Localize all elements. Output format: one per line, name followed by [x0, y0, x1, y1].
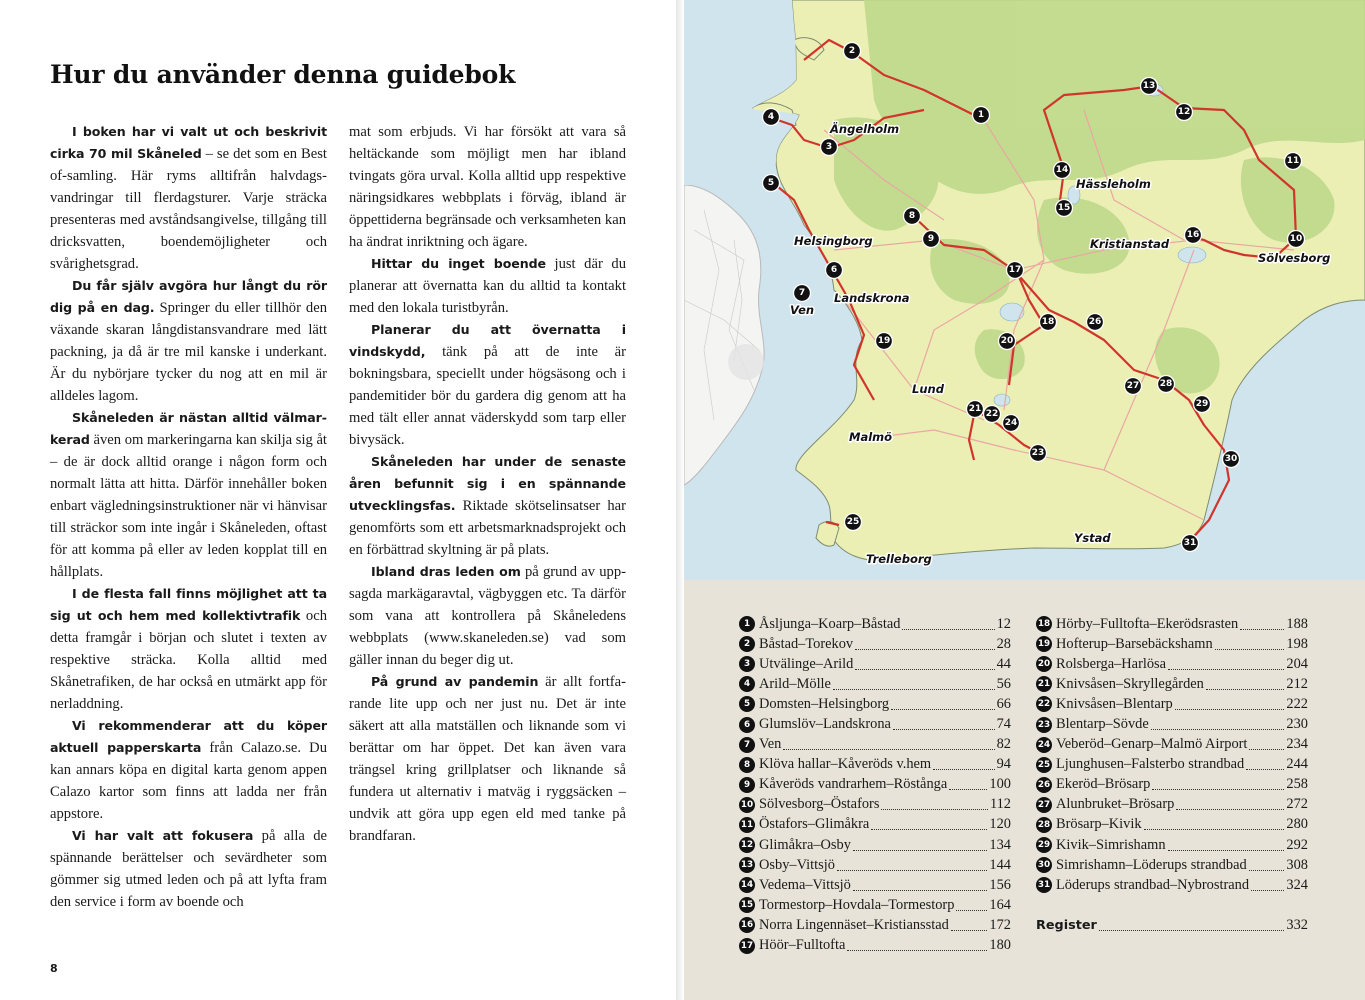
route-title: Arild–Mölle: [759, 675, 831, 692]
marker-9: [923, 231, 940, 248]
leader-dots: [891, 699, 995, 710]
leader-dots: [1168, 659, 1284, 670]
paragraph-text: tänk på att de inte är bokningsbara, speciellt under högsäsong och i pandemitider bör du gardera dig genom att ha med tält eller annat väderskydd som tarp eller bivysäck.: [349, 344, 626, 448]
body-paragraph: [349, 561, 626, 671]
route-page-number: 324: [1286, 876, 1308, 893]
svg-text:13: 13: [1142, 81, 1156, 91]
leader-dots: [1249, 860, 1285, 871]
route-page-number: 120: [989, 816, 1011, 833]
marker-23: [1030, 445, 1047, 462]
paragraph-lead: På grund av pandemin: [371, 674, 539, 689]
svg-text:10: 10: [1289, 234, 1303, 244]
body-paragraph: [349, 451, 626, 561]
svg-text:18: 18: [1041, 317, 1055, 327]
route-index-row: [1036, 674, 1308, 694]
leader-dots: [853, 840, 987, 851]
svg-text:17: 17: [1008, 265, 1022, 275]
marker-16: [1185, 227, 1202, 244]
paragraph-lead: Skåneleden är nästan alltid välmarkerad: [50, 410, 327, 447]
map-panel: [684, 0, 1365, 580]
route-title: Veberöd–Genarp–Malmö Airport: [1056, 736, 1248, 753]
marker-4: [763, 109, 780, 126]
route-index-row: [1036, 735, 1308, 755]
route-page-number: 280: [1286, 816, 1308, 833]
svg-text:5: 5: [767, 178, 775, 188]
marker-11: [1285, 153, 1302, 170]
route-title: Löderups strandbad–Nybrostrand: [1056, 876, 1250, 893]
svg-text:1: 1: [977, 110, 985, 120]
route-index-row: [1036, 755, 1308, 775]
marker-8: [904, 208, 921, 225]
route-title: Kivik–Simrishamn: [1056, 836, 1166, 853]
label-trelleborg: Trelleborg: [866, 552, 932, 566]
svg-text:8: 8: [908, 211, 916, 221]
route-index-row: [739, 694, 1011, 714]
route-number-badge: 30: [1036, 857, 1052, 873]
svg-text:28: 28: [1159, 379, 1173, 389]
route-number-badge: 28: [1036, 817, 1052, 833]
route-title: Östafors–Glimåkra: [759, 816, 870, 833]
paragraph-text: är allt fortfarande lite upp och ner just nu. Det är inte säkert att alla matställen och liknande som vi berättar om har öppet. Det kan även vara trängsel kring grillplatser och liknande så fundera ut alternativ i matväg i ryggsäcken – undvik att göra upp egen eld med tanke på brandfaran.: [349, 674, 626, 844]
body-paragraph: [50, 407, 327, 583]
label-angelholm: Ängelholm: [830, 122, 900, 136]
label-ystad: Ystad: [1074, 531, 1111, 545]
marker-12: [1176, 104, 1193, 121]
label-ven: Ven: [790, 303, 815, 317]
leader-dots: [1246, 759, 1284, 770]
route-title: Hofterup–Barsebäckshamn: [1056, 635, 1213, 652]
route-title: Glimåkra–Osby: [759, 836, 851, 853]
route-title: Ven: [759, 736, 782, 753]
marker-19: [876, 333, 893, 350]
route-page-number: 56: [996, 675, 1011, 692]
route-title: Kåveröds vandrarhem–Röstånga: [759, 776, 948, 793]
route-index-row: [739, 614, 1011, 634]
marker-29: [1194, 396, 1211, 413]
route-index: [684, 580, 1365, 1000]
marker-1: [973, 107, 990, 124]
label-landskrona: Landskrona: [834, 291, 910, 305]
route-number-badge: 13: [739, 857, 755, 873]
svg-text:11: 11: [1286, 156, 1300, 166]
marker-13: [1141, 78, 1158, 95]
route-title: Norra Lingennäset–Kristiansstad: [759, 916, 949, 933]
paragraph-text: på alla de spännande berättelser och sevärdheter som gömmer sig utmed leden och på att lyfta fram den service i form av boende och: [50, 828, 327, 910]
route-title: Tormestorp–Hovdala–Tormestorp: [759, 896, 955, 913]
leader-dots: [855, 659, 994, 670]
route-title: Simrishamn–Löderups strandbad: [1056, 856, 1247, 873]
paragraph-text: – se det som en Best of-samling. Här ryms alltifrån halvdagsvandringar till flerdagsturer. Varje sträcka presenteras med avståndsangivelse, tillgång till dricksvatten, boendemöjligheter och svårighetsgrad.: [50, 146, 327, 272]
route-page-number: 134: [989, 836, 1011, 853]
svg-text:15: 15: [1057, 203, 1071, 213]
marker-6: [826, 262, 843, 279]
route-page-number: 82: [996, 736, 1011, 753]
svg-text:6: 6: [830, 265, 838, 275]
label-hassleholm: Hässleholm: [1076, 177, 1151, 191]
route-number-badge: 8: [739, 757, 755, 773]
marker-22: [984, 406, 1001, 423]
svg-text:23: 23: [1031, 448, 1045, 458]
route-number-badge: 27: [1036, 797, 1052, 813]
route-index-row: [1036, 614, 1308, 634]
leader-dots: [1168, 840, 1285, 851]
route-title: Hörby–Fulltofta–Ekerödsrasten: [1056, 615, 1239, 632]
paragraph-lead: Vi har valt att fokusera: [72, 828, 254, 843]
paragraph-text: och detta framgår i början och slutet i texten av respektive sträcka. Kolla alltid med Skånetrafiken, de har också en utmärkt app för nerladdning.: [50, 608, 327, 712]
route-number-badge: 11: [739, 817, 755, 833]
route-index-row: [1036, 815, 1308, 835]
route-index-column-2: [1036, 614, 1308, 935]
route-number-badge: 21: [1036, 676, 1052, 692]
route-index-row: [1036, 855, 1308, 875]
leader-dots: [902, 619, 994, 630]
paragraph-lead: Skåneleden har under de senaste åren befunnit sig i en spännande utvecklingsfas.: [349, 454, 626, 513]
leader-dots: [951, 920, 988, 931]
route-number-badge: 20: [1036, 656, 1052, 672]
route-number-badge: 17: [739, 938, 755, 954]
paragraph-text: just där du planerar att övernatta kan du alltid ta kontakt med den lokala turistbyrån.: [349, 256, 626, 316]
route-title: Åsljunga–Koarp–Båstad: [759, 615, 901, 632]
paragraph-text: även om markeringarna kan skilja sig åt – de är dock alltid orange i någon form och normalt lätta att hitta. Därför innehåller boken enbart vägledningsinstruktioner när vi hänvisar till sträckor som inte ingår i Skåneleden, oftast för att komma på eller av leden kopplat till en hållplats.: [50, 432, 327, 580]
route-index-row: [1036, 875, 1308, 895]
label-kristianstad: Kristianstad: [1090, 237, 1170, 251]
route-number-badge: 18: [1036, 616, 1052, 632]
leader-dots: [1175, 699, 1285, 710]
body-paragraph: [50, 275, 327, 407]
route-page-number: 44: [996, 655, 1011, 672]
route-number-badge: 10: [739, 797, 755, 813]
copenhagen-area: [728, 344, 764, 380]
marker-3: [821, 139, 838, 156]
route-index-row: [739, 795, 1011, 815]
svg-text:27: 27: [1126, 381, 1140, 391]
svg-text:21: 21: [968, 404, 982, 414]
route-number-badge: 2: [739, 636, 755, 652]
register-title: Register: [1036, 917, 1097, 933]
route-number-badge: 24: [1036, 737, 1052, 753]
route-index-row: [1036, 654, 1308, 674]
route-page-number: 156: [989, 876, 1011, 893]
marker-2: [844, 43, 861, 60]
svg-text:30: 30: [1224, 454, 1238, 464]
leader-dots: [1206, 679, 1285, 690]
route-number-badge: 6: [739, 717, 755, 733]
route-index-row: [739, 855, 1011, 875]
body-paragraph: [349, 319, 626, 451]
route-page-number: 74: [996, 716, 1011, 733]
leader-dots: [1249, 739, 1284, 750]
marker-17: [1007, 262, 1024, 279]
route-number-badge: 14: [739, 877, 755, 893]
route-index-row: [739, 875, 1011, 895]
svg-text:2: 2: [848, 46, 856, 56]
marker-21: [967, 401, 984, 418]
marker-27: [1125, 378, 1142, 395]
paragraph-text: mat som erbjuds. Vi har försökt att vara så heltäckande som möjligt men har ibland tvingats göra urval. Kolla alltid upp respektive näringsidkares webbplats i förväg, ibland är öppettiderna begränsade och verksamheten kan ha ändrat inriktning och ägare.: [349, 124, 626, 250]
route-number-badge: 26: [1036, 777, 1052, 793]
marker-20: [999, 333, 1016, 350]
svg-text:26: 26: [1088, 317, 1102, 327]
route-title: Blentarp–Sövde: [1056, 716, 1149, 733]
svg-text:9: 9: [927, 234, 935, 244]
marker-10: [1288, 231, 1305, 248]
route-index-row: [739, 735, 1011, 755]
route-index-column-1: [739, 614, 1011, 956]
body-paragraph: [349, 121, 626, 253]
route-page-number: 112: [989, 796, 1011, 813]
book-gutter: [676, 0, 684, 1000]
paragraph-lead: Du får själv avgöra hur långt du rör dig på en dag.: [50, 278, 327, 315]
route-title: Utvälinge–Arild: [759, 655, 854, 672]
route-page-number: 164: [989, 896, 1011, 913]
route-index-row: [739, 895, 1011, 915]
route-number-badge: 9: [739, 777, 755, 793]
route-index-row: [739, 714, 1011, 734]
label-solvesborg: Sölvesborg: [1258, 251, 1331, 265]
route-page-number: 222: [1286, 695, 1308, 712]
route-index-row: [1036, 694, 1308, 714]
route-page-number: 94: [996, 756, 1011, 773]
route-page-number: 272: [1286, 796, 1308, 813]
marker-15: [1056, 200, 1073, 217]
route-title: Vedema–Vittsjö: [759, 876, 851, 893]
leader-dots: [855, 639, 995, 650]
route-title: Klöva hallar–Kåveröds v.hem: [759, 756, 932, 773]
leader-dots: [933, 759, 995, 770]
paragraph-lead: Hittar du inget boende: [371, 256, 546, 271]
route-number-badge: 15: [739, 897, 755, 913]
paragraph-lead: I boken har vi valt ut och beskrivit cirka 70 mil Skåneled: [50, 124, 327, 161]
leader-dots: [1151, 719, 1285, 730]
route-title: Domsten–Helsingborg: [759, 695, 890, 712]
leader-dots: [847, 940, 987, 951]
marker-24: [1003, 415, 1020, 432]
route-number-badge: 22: [1036, 696, 1052, 712]
route-page-number: 144: [989, 856, 1011, 873]
route-index-row: [1036, 835, 1308, 855]
paragraph-text: på grund av uppsagda markägaravtal, vägbyggen etc. Ta därför som vana att kontrollera på Skåneledens webbplats (www.skaneleden.se) vad som gäller innan du beger dig ut.: [349, 564, 626, 668]
paragraph-lead: Ibland dras leden om: [371, 564, 521, 579]
leader-dots: [853, 880, 988, 891]
leader-dots: [949, 779, 987, 790]
svg-text:20: 20: [1000, 336, 1014, 346]
text-column-1: [50, 121, 327, 913]
leader-dots: [1215, 639, 1285, 650]
leader-dots: [956, 900, 987, 911]
svg-text:31: 31: [1183, 538, 1197, 548]
leader-dots: [1144, 819, 1285, 830]
marker-28: [1158, 376, 1175, 393]
route-index-row: [739, 936, 1011, 956]
body-paragraph: [349, 253, 626, 319]
route-index-row: [739, 634, 1011, 654]
svg-text:12: 12: [1177, 107, 1191, 117]
marker-25: [845, 514, 862, 531]
label-lund: Lund: [912, 382, 944, 396]
route-page-number: 230: [1286, 716, 1308, 733]
svg-text:25: 25: [846, 517, 860, 527]
text-column-2: [349, 121, 626, 847]
route-number-badge: 5: [739, 696, 755, 712]
leader-dots: [1176, 799, 1284, 810]
svg-text:16: 16: [1186, 230, 1200, 240]
route-number-badge: 16: [739, 917, 755, 933]
svg-text:3: 3: [825, 142, 833, 152]
route-title: Knivsåsen–Blentarp: [1056, 695, 1173, 712]
leader-dots: [783, 739, 994, 750]
route-index-row: [1036, 634, 1308, 654]
left-page: [0, 0, 678, 1000]
route-title: Höör–Fulltofta: [759, 937, 846, 954]
route-page-number: 204: [1286, 655, 1308, 672]
route-index-row: [739, 835, 1011, 855]
route-title: Brösarp–Kivik: [1056, 816, 1142, 833]
route-index-row: [739, 654, 1011, 674]
leader-dots: [833, 679, 995, 690]
route-number-badge: 12: [739, 837, 755, 853]
route-index-row: [1036, 795, 1308, 815]
svg-text:22: 22: [985, 409, 999, 419]
route-page-number: 198: [1286, 635, 1308, 652]
svg-text:4: 4: [767, 112, 775, 122]
route-page-number: 212: [1286, 675, 1308, 692]
paragraph-text: Springer du eller tillhör den växande skaran långdistansvandrare med lätt packning, ja då är tre mil kanske i underkant. Är du nybörjare tycker du nog att en mil är alldeles lagom.: [50, 300, 327, 404]
svg-text:29: 29: [1195, 399, 1209, 409]
leader-dots: [881, 799, 987, 810]
leader-dots: [837, 860, 988, 871]
marker-7: [794, 285, 811, 302]
route-title: Ljunghusen–Falsterbo strandbad: [1056, 756, 1245, 773]
route-title: Rolsberga–Harlösa: [1056, 655, 1167, 672]
svg-text:24: 24: [1004, 418, 1018, 428]
register-page-number: 332: [1286, 916, 1308, 933]
route-index-row: [739, 775, 1011, 795]
route-index-row: [739, 815, 1011, 835]
leader-dots: [1099, 920, 1285, 931]
route-title: Sölvesborg–Östafors: [759, 796, 880, 813]
leader-dots: [871, 819, 987, 830]
leader-dots: [1251, 880, 1284, 891]
body-paragraph: [50, 825, 327, 913]
route-page-number: 292: [1286, 836, 1308, 853]
route-title: Knivsåsen–Skryllegården: [1056, 675, 1204, 692]
route-page-number: 100: [989, 776, 1011, 793]
svg-text:19: 19: [877, 336, 891, 346]
route-page-number: 234: [1286, 736, 1308, 753]
route-title: Ekeröd–Brösarp: [1056, 776, 1151, 793]
marker-31: [1182, 535, 1199, 552]
route-number-badge: 7: [739, 737, 755, 753]
paragraph-text: från Calazo.se. Du kan annars köpa en digital karta genom appen Calazo kartor som finns att ladda ner från appstore.: [50, 740, 327, 822]
route-index-row: [1036, 714, 1308, 734]
svg-text:7: 7: [798, 288, 806, 298]
route-page-number: 308: [1286, 856, 1308, 873]
route-number-badge: 19: [1036, 636, 1052, 652]
register-row: [1036, 915, 1308, 935]
route-number-badge: 25: [1036, 757, 1052, 773]
route-title: Osby–Vittsjö: [759, 856, 835, 873]
route-number-badge: 1: [739, 616, 755, 632]
route-title: Glumslöv–Landskrona: [759, 716, 891, 733]
route-page-number: 66: [996, 695, 1011, 712]
body-paragraph: [349, 671, 626, 847]
route-page-number: 244: [1286, 756, 1308, 773]
route-page-number: 12: [996, 615, 1011, 632]
route-index-row: [739, 674, 1011, 694]
route-page-number: 180: [989, 937, 1011, 954]
route-number-badge: 23: [1036, 717, 1052, 733]
paragraph-lead: Planerar du att övernatta i vindskydd,: [349, 322, 626, 359]
route-title: Alunbruket–Brösarp: [1056, 796, 1175, 813]
paragraph-lead: Vi rekommenderar att du köper aktuell papperskarta: [50, 718, 327, 755]
body-paragraph: [50, 583, 327, 715]
leader-dots: [1152, 779, 1284, 790]
route-title: Båstad–Torekov: [759, 635, 854, 652]
route-index-row: [739, 755, 1011, 775]
body-paragraph: [50, 715, 327, 825]
marker-5: [763, 175, 780, 192]
route-number-badge: 3: [739, 656, 755, 672]
route-number-badge: 29: [1036, 837, 1052, 853]
svg-text:14: 14: [1055, 165, 1069, 175]
route-number-badge: 4: [739, 676, 755, 692]
label-helsingborg: Helsingborg: [794, 234, 873, 248]
label-malmo: Malmö: [849, 430, 893, 444]
marker-30: [1223, 451, 1240, 468]
route-page-number: 258: [1286, 776, 1308, 793]
page-number: 8: [50, 962, 58, 975]
route-page-number: 172: [989, 916, 1011, 933]
route-page-number: 28: [996, 635, 1011, 652]
body-paragraph: [50, 121, 327, 275]
leader-dots: [1240, 619, 1284, 630]
marker-14: [1054, 162, 1071, 179]
leader-dots: [893, 719, 995, 730]
skane-map: [684, 0, 1365, 580]
paragraph-text: Riktade skötselinsatser har genomförts som ett arbetsmarknadsprojekt och en förbättrad skyltning är på plats.: [349, 498, 626, 558]
page-title: Hur du använder denna guidebok: [50, 60, 516, 89]
paragraph-lead: I de flesta fall finns möjlighet att ta sig ut och hem med kollektivtrafik: [50, 586, 327, 623]
marker-26: [1087, 314, 1104, 331]
marker-18: [1040, 314, 1057, 331]
route-index-row: [739, 915, 1011, 935]
route-number-badge: 31: [1036, 877, 1052, 893]
route-index-row: [1036, 775, 1308, 795]
route-page-number: 188: [1286, 615, 1308, 632]
